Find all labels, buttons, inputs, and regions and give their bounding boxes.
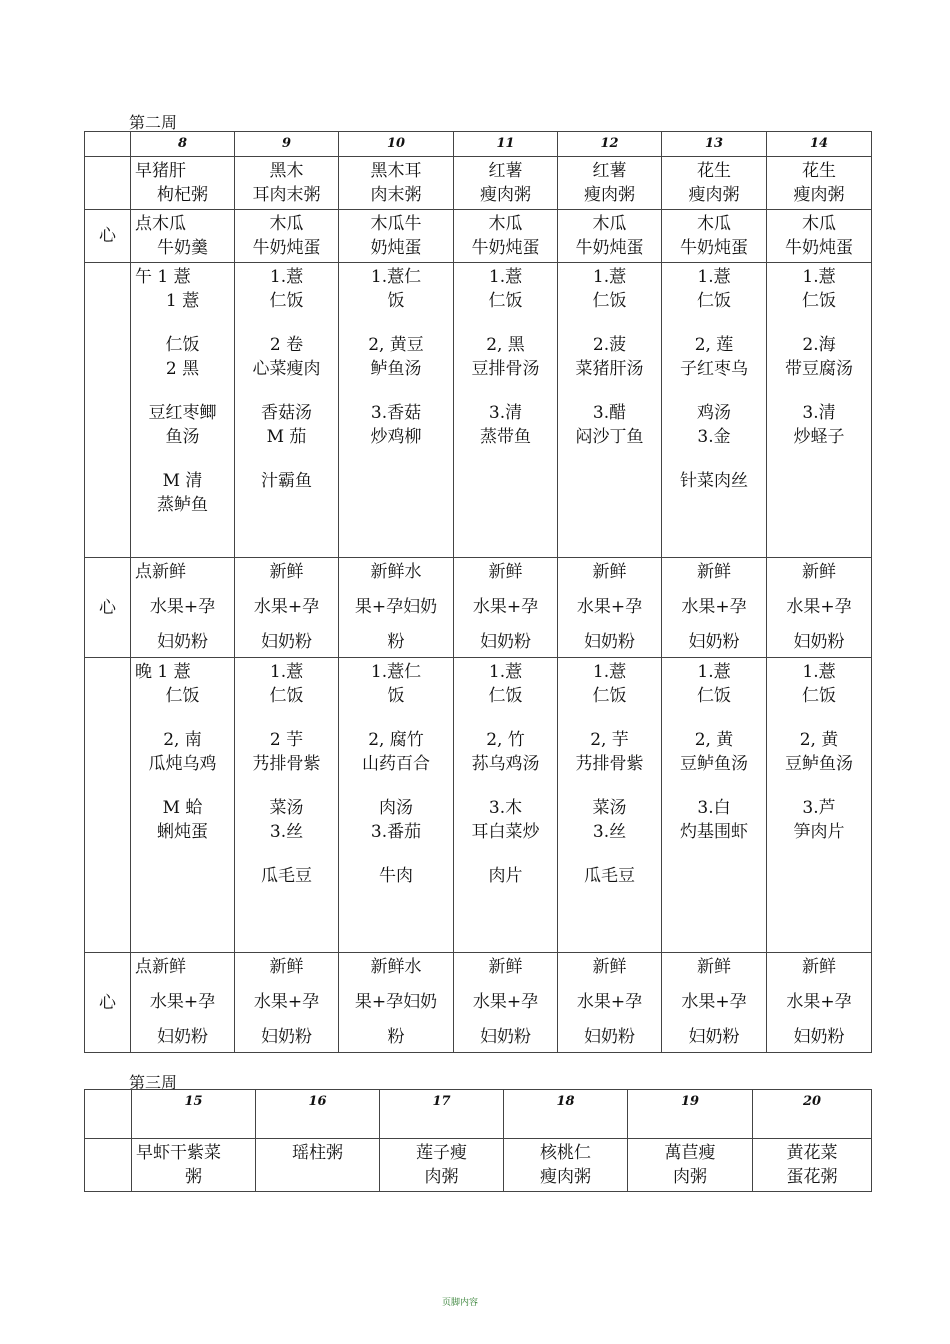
meal-line: 2, 黄 <box>694 730 734 750</box>
meal-line: 牛奶炖蛋 <box>252 238 321 258</box>
meal-line: 新鲜 <box>697 957 731 977</box>
row-label <box>85 157 131 210</box>
meal-line: 耳肉末粥 <box>252 185 321 205</box>
meal-line: 3.香菇 <box>370 403 422 423</box>
meal-cell <box>339 658 454 953</box>
meal-line: 菜汤 <box>269 798 304 818</box>
meal-line: 牛奶炖蛋 <box>471 238 540 258</box>
meal-line: 豆红枣鲫 <box>148 403 217 423</box>
meal-line: 仁饭 <box>802 291 836 311</box>
meal-cell <box>339 263 454 558</box>
dinner-row <box>85 658 872 953</box>
meal-cell <box>131 157 235 210</box>
row-label <box>85 1139 132 1192</box>
week3-breakfast-row <box>85 1139 872 1192</box>
meal-cell <box>339 210 454 263</box>
week2-meal-table <box>84 131 872 1053</box>
meal-cell <box>662 210 767 263</box>
day-header: 15 <box>132 1090 256 1139</box>
meal-line: 妇奶粉 <box>793 632 845 652</box>
meal-line: M 蛤 <box>162 798 203 818</box>
meal-cell <box>767 263 872 558</box>
meal-line: 山药百合 <box>362 754 430 774</box>
meal-line: 瓜毛豆 <box>584 866 635 886</box>
meal-cell <box>131 658 235 953</box>
meal-line: 妇奶粉 <box>480 1027 531 1047</box>
row-label <box>85 658 131 953</box>
meal-line: 闷沙丁鱼 <box>575 427 644 447</box>
meal-line: 1.薏 <box>592 662 627 682</box>
meal-line: 3.木 <box>488 798 523 818</box>
breakfast-row <box>85 157 872 210</box>
meal-line: 3.金 <box>697 427 731 447</box>
meal-cell <box>131 263 235 558</box>
meal-line: 瘦肉粥 <box>793 185 845 205</box>
meal-cell <box>339 953 454 1053</box>
meal-cell <box>558 263 662 558</box>
meal-line: 花生 <box>802 161 836 181</box>
meal-line: 3.白 <box>697 798 731 818</box>
meal-line: 豆排骨汤 <box>471 359 540 379</box>
meal-line: 心菜瘦肉 <box>252 359 321 379</box>
meal-line: 新鲜 <box>592 957 627 977</box>
meal-cell <box>767 953 872 1053</box>
meal-line: 带豆腐汤 <box>785 359 853 379</box>
meal-line: 仁饭 <box>165 335 200 355</box>
meal-line: 2 黑 <box>165 359 200 379</box>
meal-line: 2, 南 <box>163 730 202 750</box>
meal-line: 2.菠 <box>592 335 627 355</box>
meal-cell <box>454 658 558 953</box>
meal-cell <box>235 658 339 953</box>
week2-title: 第二周 <box>129 113 178 132</box>
meal-line: 花生 <box>697 161 731 181</box>
meal-line: 木瓜 <box>488 214 523 234</box>
meal-line: 新鲜水 <box>370 957 422 977</box>
meal-cell <box>235 953 339 1053</box>
meal-line: 肉片 <box>488 866 523 886</box>
meal-line: 水果+孕 <box>253 597 320 617</box>
meal-line: 妇奶粉 <box>157 632 208 652</box>
meal-line: 木瓜 <box>592 214 627 234</box>
meal-line: 水果+孕 <box>681 992 747 1012</box>
meal-line: 牛奶炖蛋 <box>575 238 644 258</box>
meal-line: 菜汤 <box>592 798 627 818</box>
meal-line: 妇奶粉 <box>688 632 740 652</box>
meal-line: 2, 莲 <box>694 335 734 355</box>
lunch-row <box>85 263 872 558</box>
day-header: 8 <box>131 132 235 157</box>
meal-line: 1.薏 <box>488 662 523 682</box>
meal-line: 耳白菜炒 <box>471 822 540 842</box>
meal-line: 鱼汤 <box>165 427 200 447</box>
row-label <box>85 263 131 558</box>
meal-line: 菜猪肝汤 <box>575 359 644 379</box>
meal-line: 仁饭 <box>269 291 304 311</box>
day-header: 10 <box>339 132 454 157</box>
meal-cell <box>767 658 872 953</box>
meal-line: 炒蛏子 <box>793 427 845 447</box>
week3-meal-table <box>84 1089 872 1192</box>
meal-line: 肉汤 <box>379 798 413 818</box>
meal-line: 肉粥 <box>673 1167 707 1187</box>
meal-line: 仁饭 <box>592 291 627 311</box>
meal-line: 水果+孕 <box>472 597 539 617</box>
row-label: 心 <box>85 953 131 1053</box>
meal-line: 木瓜 <box>802 214 836 234</box>
day-header: 12 <box>558 132 662 157</box>
meal-cell <box>131 210 235 263</box>
meal-cell <box>454 157 558 210</box>
meal-cell <box>558 210 662 263</box>
meal-line: 果+孕妇奶 <box>354 992 438 1012</box>
meal-line: 2, 黑 <box>486 335 525 355</box>
meal-cell <box>131 558 235 658</box>
meal-line: 新鲜 <box>269 562 304 582</box>
meal-line: 妇奶粉 <box>584 632 635 652</box>
meal-line: 牛奶炖蛋 <box>680 238 748 258</box>
meal-line: 红薯 <box>592 161 627 181</box>
meal-line: 妇奶粉 <box>157 1027 208 1047</box>
meal-cell <box>767 558 872 658</box>
meal-line: 点新鲜 <box>135 957 186 977</box>
meal-line: 炒鸡柳 <box>370 427 422 447</box>
meal-line: 针菜肉丝 <box>680 471 748 491</box>
meal-line: 3.清 <box>488 403 523 423</box>
meal-line: 仁饭 <box>488 291 523 311</box>
meal-line: 1.薏 <box>697 267 731 287</box>
meal-line: 莲子瘦 <box>416 1143 467 1163</box>
meal-line: 豆鲈鱼汤 <box>680 754 748 774</box>
meal-cell <box>767 157 872 210</box>
day-header: 13 <box>662 132 767 157</box>
meal-line: 3.清 <box>802 403 836 423</box>
meal-line: 水果+孕 <box>786 597 852 617</box>
meal-line: 瘦肉粥 <box>540 1167 591 1187</box>
meal-line: 鸡汤 <box>697 403 731 423</box>
meal-line: 新鲜 <box>269 957 304 977</box>
meal-cell <box>558 157 662 210</box>
meal-line: 瑶柱粥 <box>292 1143 343 1163</box>
row-label: 心 <box>85 558 131 658</box>
meal-line: 水果+孕 <box>149 597 216 617</box>
day-header: 14 <box>767 132 872 157</box>
meal-line: 水果+孕 <box>149 992 216 1012</box>
meal-line: 香菇汤 <box>261 403 312 423</box>
meal-line: 果+孕妇奶 <box>354 597 438 617</box>
meal-cell <box>131 953 235 1053</box>
meal-line: 牛奶炖蛋 <box>785 238 853 258</box>
meal-line: 瘦肉粥 <box>584 185 635 205</box>
meal-line: 肉粥 <box>424 1167 459 1187</box>
week3-title: 第三周 <box>129 1073 178 1092</box>
meal-line: 蒸带鱼 <box>480 427 531 447</box>
meal-line: 笋肉片 <box>793 822 845 842</box>
meal-line: 木瓜 <box>697 214 731 234</box>
day-header: 17 <box>380 1090 504 1139</box>
meal-line: 2.海 <box>802 335 836 355</box>
meal-line: M 清 <box>162 471 203 491</box>
meal-line: 新鲜 <box>697 562 731 582</box>
meal-line: 2, 腐竹 <box>368 730 424 750</box>
meal-line: 3.醋 <box>592 403 627 423</box>
meal-line: 早虾干紫菜 <box>136 1143 221 1163</box>
meal-line: 2 卷 <box>269 335 304 355</box>
snack2-row <box>85 558 872 658</box>
meal-line: 妇奶粉 <box>584 1027 635 1047</box>
meal-line: 粉 <box>387 632 405 652</box>
meal-line: 红薯 <box>488 161 523 181</box>
meal-line: 新鲜 <box>802 957 836 977</box>
meal-line: 水果+孕 <box>472 992 539 1012</box>
meal-cell <box>558 953 662 1053</box>
meal-line: 牛肉 <box>379 866 413 886</box>
week2-header-row <box>85 132 872 157</box>
meal-line: 3.番茄 <box>370 822 422 842</box>
meal-line: 水果+孕 <box>786 992 852 1012</box>
meal-cell <box>454 263 558 558</box>
meal-line: 1.薏 <box>592 267 627 287</box>
meal-line: 2, 黄豆 <box>368 335 424 355</box>
meal-line: 木瓜牛 <box>370 214 422 234</box>
meal-line: 灼基围虾 <box>680 822 748 842</box>
meal-line: 1.薏 <box>802 267 836 287</box>
meal-line: 牛奶羹 <box>157 238 208 258</box>
meal-cell <box>662 558 767 658</box>
meal-line: 2 芋 <box>269 730 304 750</box>
meal-line: 仁饭 <box>165 686 200 706</box>
meal-cell <box>753 1139 872 1192</box>
meal-line: 新鲜 <box>488 562 523 582</box>
meal-line: 妇奶粉 <box>480 632 531 652</box>
meal-line: 瓜毛豆 <box>261 866 312 886</box>
meal-line: 仁饭 <box>697 291 731 311</box>
meal-cell <box>454 558 558 658</box>
meal-line: 点新鲜 <box>135 562 186 582</box>
page-footer: 页脚内容 <box>441 1298 478 1308</box>
meal-line: 2, 芋 <box>590 730 629 750</box>
meal-line: 新鲜 <box>488 957 523 977</box>
meal-line: 蛋花粥 <box>786 1167 838 1187</box>
meal-line: 粉 <box>387 1027 405 1047</box>
day-header: 9 <box>235 132 339 157</box>
meal-line: 点木瓜 <box>135 214 186 234</box>
meal-line: 1.薏 <box>269 662 304 682</box>
meal-line: 1.薏 <box>697 662 731 682</box>
meal-cell <box>558 658 662 953</box>
header-corner <box>85 132 131 157</box>
meal-line: 瓜炖乌鸡 <box>148 754 217 774</box>
day-header: 19 <box>628 1090 753 1139</box>
meal-line: 1.薏仁 <box>370 662 422 682</box>
meal-line: 仁饭 <box>488 686 523 706</box>
meal-line: 早猪肝 <box>135 161 186 181</box>
meal-line: 水果+孕 <box>576 597 643 617</box>
meal-line: 瘦肉粥 <box>688 185 740 205</box>
meal-cell <box>662 157 767 210</box>
meal-cell <box>662 658 767 953</box>
meal-cell <box>558 558 662 658</box>
week3-header-row <box>85 1090 872 1139</box>
meal-cell <box>235 157 339 210</box>
meal-cell <box>235 210 339 263</box>
meal-line: 饭 <box>387 291 405 311</box>
meal-line: 2, 竹 <box>486 730 525 750</box>
snack1-row <box>85 210 872 263</box>
meal-line: 黑木 <box>269 161 304 181</box>
meal-line: 1.薏 <box>802 662 836 682</box>
meal-line: 3.丝 <box>592 822 627 842</box>
meal-cell <box>339 558 454 658</box>
meal-line: 午 1 薏 <box>135 267 191 287</box>
meal-line: 1 薏 <box>165 291 200 311</box>
meal-line: 蒸鲈鱼 <box>157 495 208 515</box>
meal-cell <box>339 157 454 210</box>
meal-line: 豆鲈鱼汤 <box>785 754 853 774</box>
meal-line: 1.薏 <box>269 267 304 287</box>
meal-line: M 茄 <box>266 427 307 447</box>
meal-cell <box>454 210 558 263</box>
meal-line: 新鲜水 <box>370 562 422 582</box>
meal-line: 萬苣瘦 <box>664 1143 716 1163</box>
meal-line: 妇奶粉 <box>261 632 312 652</box>
row-label: 心 <box>85 210 131 263</box>
meal-cell <box>504 1139 628 1192</box>
meal-line: 艿排骨紫 <box>252 754 321 774</box>
meal-line: 1.薏仁 <box>370 267 422 287</box>
meal-cell <box>380 1139 504 1192</box>
day-header: 18 <box>504 1090 628 1139</box>
day-header: 20 <box>753 1090 872 1139</box>
meal-line: 晚 1 薏 <box>135 662 191 682</box>
meal-line: 水果+孕 <box>681 597 747 617</box>
meal-line: 1.薏 <box>488 267 523 287</box>
meal-cell <box>132 1139 256 1192</box>
meal-line: 奶炖蛋 <box>370 238 422 258</box>
meal-line: 粥 <box>185 1167 202 1187</box>
meal-line: 2, 黄 <box>799 730 839 750</box>
meal-cell <box>235 558 339 658</box>
day-header: 11 <box>454 132 558 157</box>
day-header: 16 <box>256 1090 380 1139</box>
meal-line: 3.芦 <box>802 798 836 818</box>
meal-line: 核桃仁 <box>540 1143 591 1163</box>
meal-line: 水果+孕 <box>253 992 320 1012</box>
meal-line: 肉末粥 <box>370 185 422 205</box>
meal-cell <box>767 210 872 263</box>
header-corner <box>85 1090 132 1139</box>
meal-line: 瘦肉粥 <box>480 185 531 205</box>
meal-line: 饭 <box>387 686 405 706</box>
meal-line: 新鲜 <box>592 562 627 582</box>
meal-line: 黑木耳 <box>370 161 422 181</box>
meal-line: 仁饭 <box>592 686 627 706</box>
meal-line: 艿排骨紫 <box>575 754 644 774</box>
meal-cell <box>662 263 767 558</box>
meal-line: 妇奶粉 <box>793 1027 845 1047</box>
meal-line: 仁饭 <box>697 686 731 706</box>
meal-cell <box>628 1139 753 1192</box>
meal-line: 新鲜 <box>802 562 836 582</box>
meal-cell <box>662 953 767 1053</box>
meal-line: 木瓜 <box>269 214 304 234</box>
meal-line: 荪乌鸡汤 <box>471 754 540 774</box>
meal-line: 3.丝 <box>269 822 304 842</box>
meal-line: 鲈鱼汤 <box>370 359 422 379</box>
snack3-row <box>85 953 872 1053</box>
meal-line: 妇奶粉 <box>688 1027 740 1047</box>
meal-line: 黄花菜 <box>786 1143 838 1163</box>
meal-line: 水果+孕 <box>576 992 643 1012</box>
meal-line: 汁霸鱼 <box>261 471 312 491</box>
meal-cell <box>256 1139 380 1192</box>
meal-line: 仁饭 <box>269 686 304 706</box>
meal-cell <box>454 953 558 1053</box>
meal-line: 枸杞粥 <box>157 185 208 205</box>
meal-line: 妇奶粉 <box>261 1027 312 1047</box>
meal-cell <box>235 263 339 558</box>
meal-line: 子红枣乌 <box>680 359 748 379</box>
meal-line: 蜊炖蛋 <box>157 822 208 842</box>
meal-line: 仁饭 <box>802 686 836 706</box>
